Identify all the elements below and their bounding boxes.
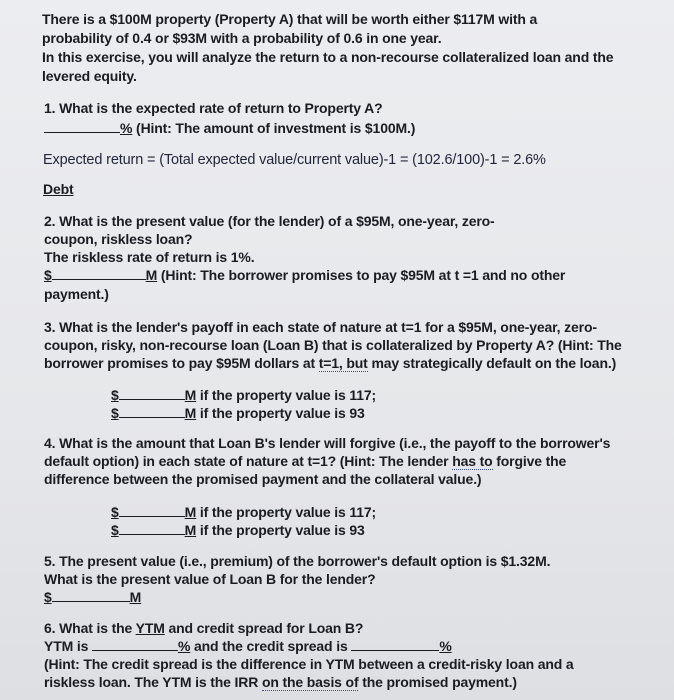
q2-unit: M — [145, 267, 158, 283]
q4-row-1-blank[interactable] — [119, 504, 185, 517]
q1-hint: (Hint: The amount of investment is $100M.) — [132, 120, 416, 136]
q4-line-2-b: has to — [452, 453, 493, 469]
q5-line-2: What is the present value of Loan B for the lender? — [44, 571, 376, 587]
q4-row-2-text: if the property value is 93 — [196, 522, 365, 538]
q3-line-3-b: t=1, but — [318, 355, 368, 371]
q3-row-2-currency: $ — [111, 405, 119, 421]
q6-hint-line-1: (Hint: The credit spread is the difference in YTM between a credit-risky loan and a — [44, 656, 574, 672]
q1-typed-answer: Expected return = (Total expected value/current value)-1 = (102.6/100)-1 = 2.6% — [43, 152, 546, 168]
q4-row-1-unit: M — [184, 504, 197, 520]
q4-line-1: 4. What is the amount that Loan B's lender will forgive (i.e., the payoff to the borrower's — [44, 435, 611, 451]
q6-ytm-unit: % — [177, 638, 191, 654]
q6-ytm-term: YTM — [135, 620, 165, 636]
q1-unit: % — [120, 120, 133, 136]
section-heading-debt: Debt — [43, 181, 74, 197]
q6-ytm-blank[interactable] — [92, 638, 178, 651]
q5-answer-line — [44, 589, 141, 605]
q3-row-1-unit: M — [184, 387, 197, 403]
q3-row-2-text: if the property value is 93 — [196, 405, 365, 421]
q5-unit: M — [129, 589, 142, 605]
q3-row-1-blank[interactable] — [119, 387, 185, 400]
q3-line-3-c: may strategically default on the loan.) — [367, 355, 617, 371]
q3-row-2-blank[interactable] — [119, 405, 185, 418]
q4-row-1-text: if the property value is 117; — [196, 504, 377, 520]
q2-answer-line — [44, 267, 565, 283]
q4-row-2-blank[interactable] — [119, 522, 185, 535]
q6-hint-2-c: the promised payment.) — [358, 674, 517, 690]
q6-hint-2-b: on the basis of — [261, 674, 359, 690]
q2-line-3: The riskless rate of return is 1%. — [44, 249, 255, 265]
q6-hint-line-2 — [44, 674, 517, 690]
intro-line-2: probability of 0.4 or $93M with a probability of 0.6 in one year. — [42, 30, 442, 46]
q3-line-3-a: borrower promises to pay $95M dollars at — [44, 355, 319, 371]
intro-line-1: There is a $100M property (Property A) that will be worth either $117M with a — [42, 11, 538, 27]
q4-line-2 — [44, 453, 566, 469]
q3-row-2 — [111, 405, 365, 421]
q3-line-1: 3. What is the lender's payoff in each state of nature at t=1 for a $95M, one-year, zero- — [44, 319, 597, 335]
q4-row-2 — [111, 522, 365, 538]
q2-line-2: coupon, riskless loan? — [44, 231, 193, 247]
q4-line-2-c: forgive the — [492, 453, 567, 469]
q5-currency: $ — [44, 589, 52, 605]
q2-hint-cont: payment.) — [44, 286, 109, 302]
q6-spread-label: and the credit spread is — [190, 638, 352, 654]
q6-answer-line — [44, 638, 452, 654]
q6-spread-blank[interactable] — [351, 638, 439, 651]
q6-line-1-c: and credit spread for Loan B? — [164, 620, 364, 636]
q6-spread-unit: % — [439, 638, 452, 654]
q2-hint: (Hint: The borrower promises to pay $95M at t =1 and no other — [157, 267, 566, 283]
q1-answer-line — [44, 120, 415, 136]
q4-line-3: difference between the promised payment and the collateral value.) — [44, 471, 482, 487]
q6-line-1 — [44, 620, 363, 636]
q1-question: 1. What is the expected rate of return to Property A? — [44, 100, 383, 116]
q3-row-2-unit: M — [184, 405, 197, 421]
q5-line-1: 5. The present value (i.e., premium) of the borrower's default option is $1.32M. — [44, 553, 551, 569]
q3-line-2: coupon, risky, non-recourse loan (Loan B) that is collateralized by Property A? (Hint: The — [44, 337, 622, 353]
q6-hint-2-a: riskless loan. The YTM is the IRR — [44, 674, 262, 690]
q6-line-1-a: 6. What is the — [44, 620, 136, 636]
q3-row-1 — [111, 387, 376, 403]
q4-row-1-currency: $ — [111, 504, 119, 520]
q3-line-3 — [44, 355, 616, 371]
q4-row-2-unit: M — [184, 522, 197, 538]
q3-row-1-text: if the property value is 117; — [196, 387, 377, 403]
intro-line-3: In this exercise, you will analyze the return to a non-recourse collateralized loan and the — [42, 49, 614, 65]
intro-line-4: levered equity. — [42, 68, 137, 84]
q4-row-1 — [111, 504, 376, 520]
q4-row-2-currency: $ — [111, 522, 119, 538]
q2-line-1: 2. What is the present value (for the lender) of a $95M, one-year, zero- — [44, 213, 495, 229]
q2-answer-blank[interactable] — [52, 267, 146, 280]
q3-row-1-currency: $ — [111, 387, 119, 403]
q6-ytm-label: YTM is — [44, 638, 92, 654]
q2-currency: $ — [44, 267, 52, 283]
q5-answer-blank[interactable] — [52, 589, 130, 602]
q4-line-2-a: default option) in each state of nature at t=1? (Hint: The lender — [44, 453, 453, 469]
q1-answer-blank[interactable] — [44, 120, 120, 133]
